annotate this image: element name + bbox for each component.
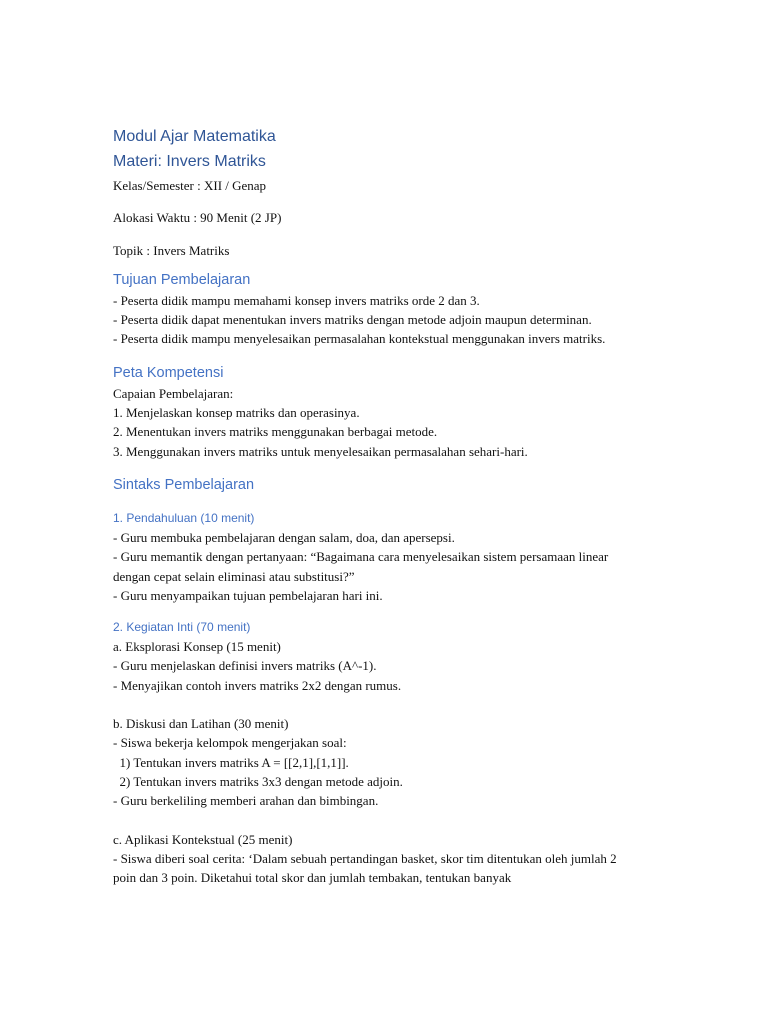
kompetensi-intro: Capaian Pembelajaran:	[113, 385, 234, 401]
kompetensi-item: 2. Menentukan invers matriks menggunakan berbagai metode.	[113, 424, 438, 440]
heading-tujuan: Tujuan Pembelajaran	[113, 271, 251, 288]
kompetensi-item: 3. Menggunakan invers matriks untuk menyelesaikan permasalahan sehari-hari.	[113, 443, 528, 459]
tujuan-item: - Peserta didik mampu memahami konsep invers matriks orde 2 dan 3.	[113, 292, 480, 308]
inti-b-item: 2) Tentukan invers matriks 3x3 dengan metode adjoin.	[113, 773, 403, 789]
inti-a-item: - Guru menjelaskan definisi invers matriks (A^-1).	[113, 658, 377, 674]
heading-inti: 2. Kegiatan Inti (70 menit)	[113, 620, 251, 635]
inti-c-title: c. Aplikasi Kontekstual (25 menit)	[113, 831, 293, 847]
inti-b-item: - Guru berkeliling memberi arahan dan bimbingan.	[113, 793, 379, 809]
pendahuluan-item: - Guru menyampaikan tujuan pembelajaran hari ini.	[113, 587, 383, 603]
inti-a-title: a. Eksplorasi Konsep (15 menit)	[113, 639, 281, 655]
document-title: Modul Ajar Matematika	[113, 128, 276, 145]
document-subtitle: Materi: Invers Matriks	[113, 153, 266, 170]
heading-kompetensi: Peta Kompetensi	[113, 364, 224, 381]
document-page	[113, 124, 653, 887]
inti-b-title: b. Diskusi dan Latihan (30 menit)	[113, 716, 289, 732]
tujuan-item: - Peserta didik mampu menyelesaikan permasalahan kontekstual menggunakan invers matriks.	[113, 331, 606, 347]
meta-kelas: Kelas/Semester : XII / Genap	[113, 178, 267, 193]
inti-b-item: - Siswa bekerja kelompok mengerjakan soal:	[113, 735, 347, 751]
inti-a-item: - Menyajikan contoh invers matriks 2x2 dengan rumus.	[113, 677, 402, 693]
tujuan-item: - Peserta didik dapat menentukan invers matriks dengan metode adjoin maupun determinan.	[113, 312, 592, 328]
pendahuluan-item: - Guru memantik dengan pertanyaan: “Bagaimana cara menyelesaikan sistem persamaan linear dengan cepat selain eliminasi atau substitusi?”	[113, 549, 609, 584]
inti-b-item: 1) Tentukan invers matriks A = [[2,1],[1,1]].	[113, 754, 349, 770]
heading-sintaks: Sintaks Pembelajaran	[113, 476, 255, 493]
meta-alokasi: Alokasi Waktu : 90 Menit (2 JP)	[113, 210, 282, 226]
kompetensi-item: 1. Menjelaskan konsep matriks dan operasinya.	[113, 405, 360, 421]
inti-c-item: - Siswa diberi soal cerita: ‘Dalam sebuah pertandingan basket, skor tim ditentukan oleh jumlah 2 poin dan 3 poin. Diketahui total skor dan jumlah tembakan, tentukan banyak	[113, 850, 617, 886]
pendahuluan-item: - Guru membuka pembelajaran dengan salam, doa, dan apersepsi.	[113, 529, 455, 545]
meta-topik: Topik : Invers Matriks	[113, 242, 230, 258]
heading-pendahuluan: 1. Pendahuluan (10 menit)	[113, 510, 255, 525]
